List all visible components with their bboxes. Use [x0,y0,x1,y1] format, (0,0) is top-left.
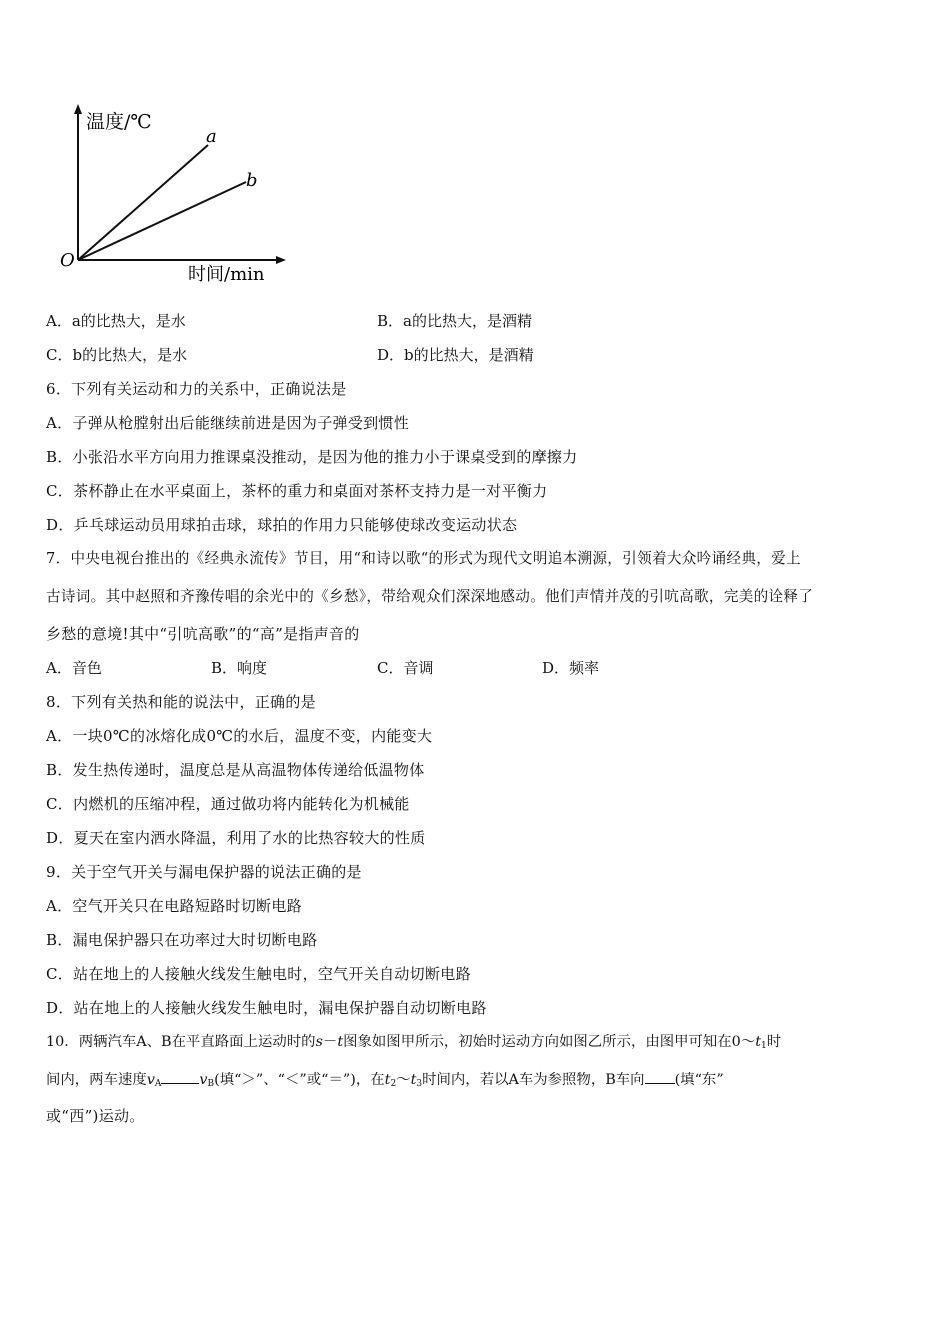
q7-stem-line2: 古诗词。其中赵照和齐豫传唱的余光中的《乡愁》，带给观众们深深地感动。他们声情并茂的引吭高歌，完美的诠释了 [46,588,814,605]
q10-sub: 2 [390,1079,397,1089]
q10-var-t3: t [410,1072,417,1088]
x-axis-label: 时间/min [188,264,265,285]
q7-option-d: D．频率 [542,659,600,677]
q10-text: － [322,1034,338,1050]
q10-line1 [46,1032,781,1056]
q8-stem: 8．下列有关热和能的说法中，正确的是 [46,693,316,711]
q10-answer-blank-1[interactable] [161,1069,199,1084]
q10-text: 时间内，若以A车为参照物，B车向 [422,1072,645,1088]
q9-option-c: C．站在地上的人接触火线发生触电时，空气开关自动切断电路 [46,965,471,983]
q10-var-vB: v [199,1072,208,1088]
q9-option-b: B．漏电保护器只在功率过大时切断电路 [46,931,318,949]
q9-stem: 9．关于空气开关与漏电保护器的说法正确的是 [46,863,362,881]
q10-var-vA: v [146,1072,155,1088]
q10-sub: 3 [416,1079,423,1089]
q10-text: 图象如图甲所示，初始时运动方向如图乙所示，由图甲可知在0～ [343,1034,756,1050]
q5-option-b: B．a的比热大，是酒精 [377,312,532,330]
q8-option-c: C．内燃机的压缩冲程，通过做功将内能转化为机械能 [46,795,410,813]
q5-option-d: D．b的比热大，是酒精 [377,346,534,364]
q8-option-d: D．夏天在室内洒水降温，利用了水的比热容较大的性质 [46,829,426,847]
q6-option-b: B．小张沿水平方向用力推课桌没推动，是因为他的推力小于课桌受到的摩擦力 [46,448,578,466]
q10-sub: A [154,1079,162,1089]
q10-var-s: s [315,1034,323,1050]
q10-text: ～ [396,1072,411,1088]
q10-sub: 1 [761,1041,767,1051]
x-axis-arrow-icon [276,256,286,264]
q6-stem: 6．下列有关运动和力的关系中，正确说法是 [46,380,347,398]
q10-text: 10．两辆汽车A、B在平直路面上运动时的 [46,1034,316,1050]
q6-option-a: A．子弹从枪膛射出后能继续前进是因为子弹受到惯性 [46,414,410,432]
q10-line3: 或“西”)运动。 [46,1107,145,1125]
line-a [78,145,208,260]
q10-var-t2: t [384,1072,391,1088]
q7-option-c: C．音调 [377,659,434,677]
temperature-time-graph [50,100,290,290]
q7-stem-line3: 乡愁的意境!其中“引吭高歌”的“高”是指声音的 [46,625,360,643]
y-axis-label: 温度/℃ [86,111,152,133]
q5-option-c: C．b的比热大，是水 [46,346,188,364]
q9-option-d: D．站在地上的人接触火线发生触电时，漏电保护器自动切断电路 [46,999,487,1017]
line-a-label: a [206,126,217,147]
q10-text: (填“＞”、“＜”或“＝”)，在 [214,1072,385,1088]
q8-option-b: B．发生热传递时，温度总是从高温物体传递给低温物体 [46,761,425,779]
q5-option-a: A．a的比热大，是水 [46,312,186,330]
q6-option-c: C．茶杯静止在水平桌面上，茶杯的重力和桌面对茶杯支持力是一对平衡力 [46,482,548,500]
q10-answer-blank-2[interactable] [645,1069,675,1084]
q10-text: (填“东” [674,1072,724,1088]
y-axis-arrow-icon [74,104,82,114]
q10-var-t: t [337,1034,344,1050]
line-b-label: b [246,170,258,191]
line-b [78,182,246,260]
q10-text: 间内，两车速度 [46,1072,147,1088]
q10-text: 时 [766,1034,782,1050]
q7-option-b: B．响度 [211,659,268,677]
q7-option-a: A．音色 [46,659,102,677]
q10-var-t1: t [755,1034,762,1050]
origin-label: O [60,250,75,271]
q10-sub: B [207,1079,215,1089]
q6-option-d: D．乒乓球运动员用球拍击球，球拍的作用力只能够使球改变运动状态 [46,516,518,534]
q9-option-a: A．空气开关只在电路短路时切断电路 [46,897,302,915]
q10-line2 [46,1069,724,1094]
q8-option-a: A．一块0℃的冰熔化成0℃的水后，温度不变，内能变大 [46,727,433,745]
q7-stem-line1: 7．中央电视台推出的《经典永流传》节目，用“和诗以歌“的形式为现代文明追本溯源，引领着大众吟诵经典，爱上 [46,550,801,567]
